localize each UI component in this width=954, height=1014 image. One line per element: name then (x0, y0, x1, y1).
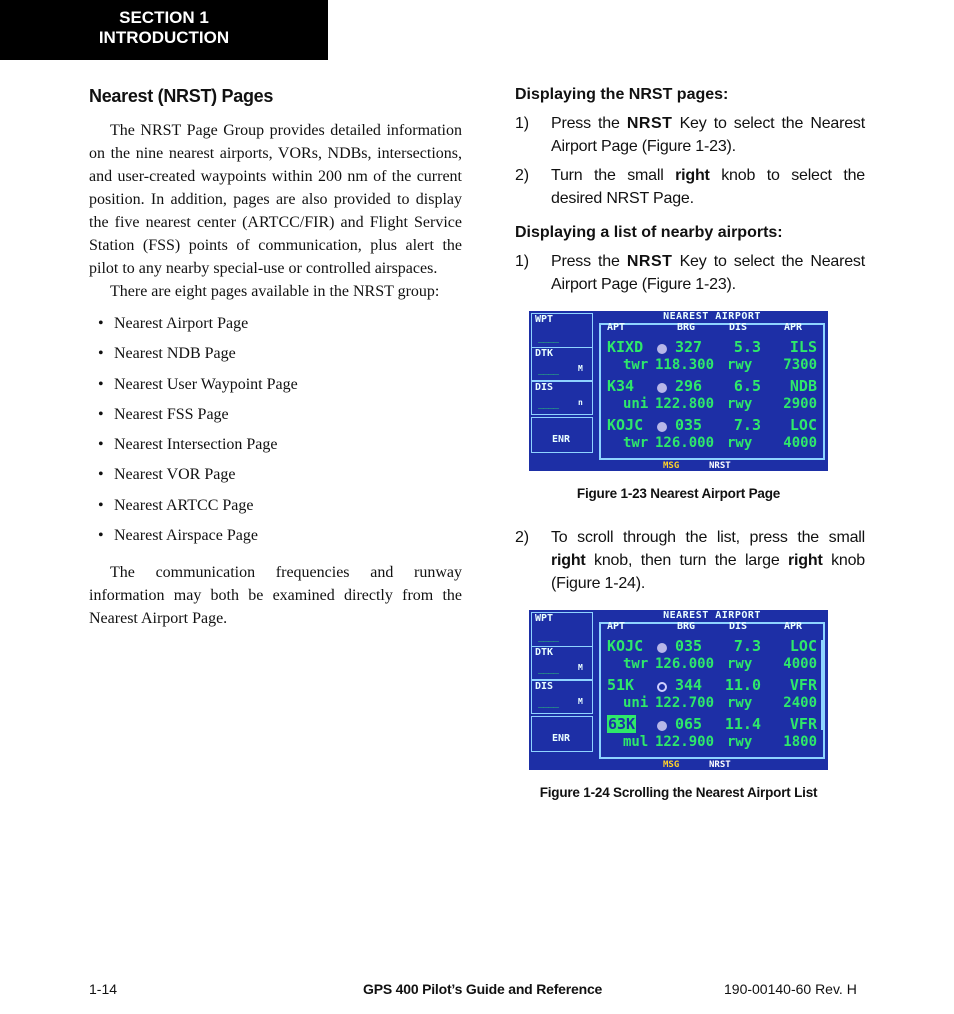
comm-type: uni (623, 695, 649, 711)
rwy-label: rwy (727, 435, 753, 451)
nearest-airport-screen: WPT ____ DTK ____ M DIS ____ n ENR NEAREST AIRPORT APT BRG DIS APR KIXD 327 5.3 ILS twr 118.300 rwy 7300 K34 296 6.5 NDB uni 122.800 rwy 2900 KOJC 035 7.3 LOC twr 126.000 rwy 4000 MSG NRST (529, 311, 828, 471)
airport-id: 51K (607, 676, 635, 694)
right-column (515, 86, 865, 302)
bearing: 344 (675, 676, 703, 694)
frequency: 126.000 (655, 656, 715, 672)
comm-type: uni (623, 396, 649, 412)
right-knob-label: right (551, 552, 586, 569)
step-1: 1) Press the NRST Key to select the Nearest Airport Page (Figure 1-23). (515, 115, 865, 155)
left-column (89, 86, 462, 630)
list-item: • Nearest FSS Page (89, 400, 462, 430)
runway-length: 4000 (783, 656, 817, 672)
step-4: 2) To scroll through the list, press the small right knob, then turn the large right knob (Figure 1-24). (515, 529, 865, 592)
approach-type: VFR (789, 676, 817, 694)
right-knob-label: right (675, 167, 710, 184)
section-number: SECTION 1 (119, 8, 209, 27)
rwy-label: rwy (727, 734, 753, 750)
airport-soft-runway-icon (657, 383, 667, 393)
distance: 5.3 (733, 338, 761, 356)
footer-title: GPS 400 Pilot’s Guide and Reference (363, 981, 603, 997)
screen-title: NEAREST AIRPORT (663, 311, 761, 322)
runway-length: 7300 (783, 357, 817, 373)
list-item: • Nearest User Waypoint Page (89, 370, 462, 400)
approach-type: LOC (789, 637, 817, 655)
nrst-key-label: NRST (626, 115, 673, 132)
nrst-key-label: NRST (626, 253, 673, 270)
distance: 11.0 (724, 676, 761, 694)
page-number: 1-14 (89, 981, 118, 997)
distance: 7.3 (733, 416, 761, 434)
airport-icon (657, 422, 667, 432)
list-item: • Nearest Airspace Page (89, 521, 462, 551)
step-2: 2) Turn the small right knob to select the desired NRST Page. (515, 167, 865, 207)
list-item: • Nearest Intersection Page (89, 430, 462, 460)
scrolling-airport-list-screen: WPT ____ DTK ____ M DIS ____ M ENR NEAREST AIRPORT APT BRG DIS APR KOJC 035 7.3 LOC twr 126.000 rwy 4000 51K 344 11.0 VFR uni 122.700 rwy 2400 63K 065 11.4 VFR mul 122.900 rwy 1800 MSG NRST (529, 610, 828, 770)
airport-icon (657, 643, 667, 653)
figure-1-23-caption: Figure 1-23 Nearest Airport Page (576, 486, 781, 501)
airport-id: K34 (607, 377, 635, 395)
approach-type: ILS (789, 338, 817, 356)
frequency: 122.900 (655, 734, 715, 750)
airport-id: KOJC (607, 416, 644, 434)
bearing: 327 (675, 338, 703, 356)
bearing: 296 (675, 377, 703, 395)
rwy-label: rwy (727, 357, 753, 373)
rwy-label: rwy (727, 396, 753, 412)
airport-icon (657, 721, 667, 731)
bearing: 035 (675, 416, 703, 434)
msg-annunciator: MSG (663, 461, 680, 471)
frequency: 122.800 (655, 396, 715, 412)
section-title: INTRODUCTION (98, 28, 230, 47)
comm-type: mul (623, 734, 649, 750)
airport-private-icon (657, 682, 667, 692)
list-item: • Nearest VOR Page (89, 460, 462, 490)
nrst-page-list (89, 309, 462, 551)
distance: 7.3 (733, 637, 761, 655)
airport-id: KIXD (607, 338, 644, 356)
eight-pages-paragraph: There are eight pages available in the NRST group: (110, 283, 440, 300)
bearing: 065 (675, 715, 703, 733)
right-knob-label: right (788, 552, 823, 569)
runway-length: 1800 (783, 734, 817, 750)
comm-type: twr (623, 435, 649, 451)
runway-length: 2900 (783, 396, 817, 412)
heading-displaying-nrst: Displaying the NRST pages: (515, 86, 729, 103)
airport-icon (657, 344, 667, 354)
approach-type: LOC (789, 416, 817, 434)
airport-id: 63K (608, 715, 636, 733)
frequency: 122.700 (655, 695, 715, 711)
comm-type: twr (623, 656, 649, 672)
distance: 6.5 (733, 377, 761, 395)
runway-length: 4000 (783, 435, 817, 451)
left-panel: WPT ____ DTK ____ M DIS ____ n ENR (529, 311, 596, 461)
approach-type: VFR (789, 715, 817, 733)
step-3: 1) Press the NRST Key to select the Nearest Airport Page (Figure 1-23). (515, 253, 865, 293)
document-number: 190-00140-60 Rev. H (724, 981, 857, 997)
intro-paragraph: The NRST Page Group provides detailed information on the nine nearest airports, VORs, NDBs, intersections, and user-created waypoints within 200 nm of the current position. In addition, pages are also provided to display the five nearest center (ARTCC/FIR) and Flight Service Station (FSS) points of communication, plus alert the pilot to any nearby special-use or controlled airspaces. (89, 122, 462, 277)
section-tab (0, 0, 328, 60)
list-item: • Nearest NDB Page (89, 339, 462, 369)
frequency: 118.300 (655, 357, 715, 373)
list-item: • Nearest ARTCC Page (89, 491, 462, 521)
heading-list-airports: Displaying a list of nearby airports: (515, 224, 783, 241)
airport-id: KOJC (607, 637, 644, 655)
bearing: 035 (675, 637, 703, 655)
heading-nearest-pages: Nearest (NRST) Pages (89, 86, 274, 106)
figure-1-24-caption: Figure 1-24 Scrolling the Nearest Airport List (539, 785, 818, 800)
distance: 11.4 (724, 715, 761, 733)
rwy-label: rwy (727, 695, 753, 711)
frequency: 126.000 (655, 435, 715, 451)
scroll-bar (821, 640, 824, 730)
nrst-page-indicator: NRST (709, 461, 731, 471)
rwy-label: rwy (727, 656, 753, 672)
runway-length: 2400 (783, 695, 817, 711)
approach-type: NDB (789, 377, 817, 395)
comm-type: twr (623, 357, 649, 373)
list-item: • Nearest Airport Page (89, 309, 462, 339)
frequencies-paragraph: The communication frequencies and runway information may both be examined directly from the Nearest Airport Page. (89, 564, 462, 628)
